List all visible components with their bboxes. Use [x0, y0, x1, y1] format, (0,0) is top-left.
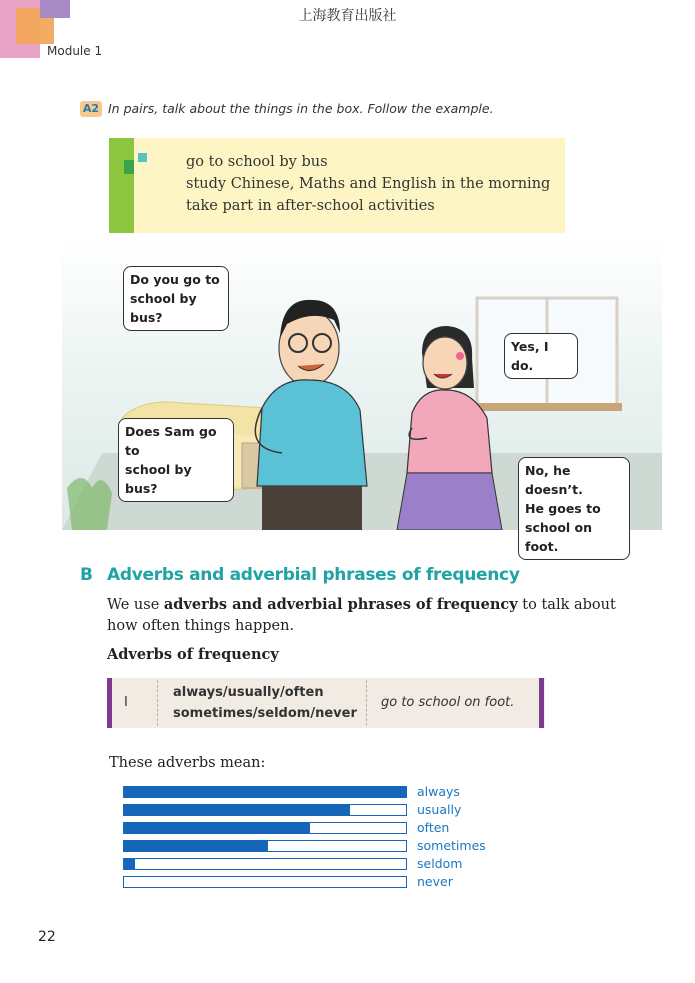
table-subject: I: [124, 695, 128, 710]
box-square-icon: [138, 153, 147, 162]
table-left-bar: [107, 678, 112, 728]
frequency-label: never: [417, 874, 453, 889]
bubble-line: school by bus?: [130, 291, 197, 325]
frequency-bar: [123, 858, 407, 870]
frequency-bar-fill: [124, 841, 268, 851]
table-divider: [157, 680, 158, 726]
publisher-name: 上海教育出版社: [298, 8, 397, 24]
bubble-line: Do you go to: [130, 272, 220, 287]
section-description: [107, 594, 627, 637]
frequency-bar-fill: [124, 823, 310, 833]
frequency-label: usually: [417, 802, 462, 817]
speech-bubble-man-second-question: [118, 418, 234, 502]
speech-bubble-girl-second-answer: [518, 457, 630, 560]
frequency-label: always: [417, 784, 460, 799]
frequency-bar: [123, 840, 407, 852]
frequency-label: seldom: [417, 856, 463, 871]
frequency-bar-fill: [124, 805, 350, 815]
frequency-bar-fill: [124, 787, 406, 797]
these-adverbs-mean: These adverbs mean:: [109, 755, 266, 771]
body-bold-text: adverbs and adverbial phrases of frequency: [163, 596, 518, 613]
exercise-instruction: In pairs, talk about the things in the box. Follow the example.: [108, 101, 494, 116]
bubble-line: Does Sam go to: [125, 424, 217, 458]
phrase-line: take part in after-school activities: [186, 198, 435, 214]
bubble-line: Yes, I do.: [511, 339, 549, 373]
phrase-line: study Chinese, Maths and English in the morning: [186, 176, 551, 192]
speech-bubble-man-question: [123, 266, 229, 331]
phrase-line: go to school by bus: [186, 154, 328, 170]
exercise-badge: A2: [80, 101, 102, 117]
bubble-line: school by bus?: [125, 462, 192, 496]
table-right-bar: [539, 678, 544, 728]
table-divider: [366, 680, 367, 726]
section-letter: B: [80, 565, 93, 585]
frequency-bar: [123, 804, 407, 816]
frequency-label: sometimes: [417, 838, 486, 853]
frequency-bar: [123, 786, 407, 798]
table-verb-phrase: go to school on foot.: [381, 695, 515, 710]
page-number: 22: [38, 929, 56, 945]
table-adverbs: sometimes/seldom/never: [173, 706, 357, 721]
bubble-line: He goes to: [525, 501, 601, 516]
body-text: We use: [107, 597, 164, 613]
box-accent-bar: [109, 138, 134, 233]
bubble-line: school on foot.: [525, 520, 593, 554]
frequency-bar: [123, 876, 407, 888]
section-title: Adverbs and adverbial phrases of frequency: [107, 565, 520, 585]
frequency-label: often: [417, 820, 450, 835]
table-adverbs: always/usually/often: [173, 685, 324, 700]
frequency-bar-fill: [124, 859, 135, 869]
frequency-bar: [123, 822, 407, 834]
bubble-line: No, he doesn’t.: [525, 463, 583, 497]
body-text: to talk about how often things happen.: [107, 597, 616, 634]
adverbs-heading: Adverbs of frequency: [107, 646, 279, 663]
box-square-icon: [124, 160, 134, 174]
module-label: Module 1: [47, 44, 103, 58]
speech-bubble-girl-answer: [504, 333, 578, 379]
